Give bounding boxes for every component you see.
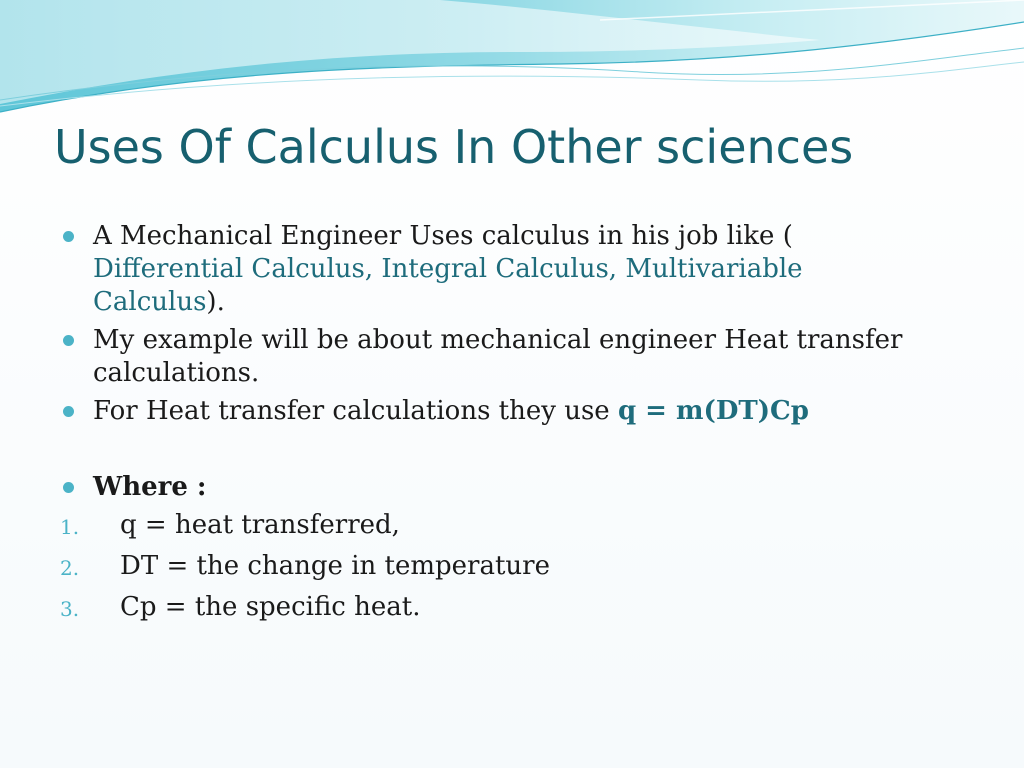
numbered-item bbox=[62, 591, 942, 624]
bullet-text: My example will be about mechanical engineer Heat transfer calculations. bbox=[93, 325, 903, 388]
slide-body bbox=[62, 220, 942, 632]
bullet-dot-icon bbox=[63, 335, 74, 346]
bullet-dot-icon bbox=[63, 406, 74, 417]
list-number: 3. bbox=[60, 597, 80, 621]
bullet-item bbox=[62, 471, 942, 504]
numbered-item bbox=[62, 550, 942, 583]
bullet-item bbox=[62, 395, 942, 428]
bullet-item bbox=[62, 324, 942, 390]
bullet-dot-icon bbox=[63, 482, 74, 493]
bullet-text-end: ). bbox=[206, 287, 225, 317]
bullet-item bbox=[62, 220, 942, 319]
bullet-text: For Heat transfer calculations they use bbox=[93, 396, 618, 426]
bullet-text: Where : bbox=[93, 472, 207, 502]
formula-text: q = m(DT)Cp bbox=[617, 396, 809, 426]
slide-title: Uses Of Calculus In Other sciences bbox=[54, 120, 854, 174]
bullet-text: A Mechanical Engineer Uses calculus in his job like ( bbox=[93, 221, 793, 251]
list-text: DT = the change in temperature bbox=[120, 551, 550, 581]
list-text: Cp = the specific heat. bbox=[120, 592, 421, 622]
bullet-accent-text: Differential Calculus, Integral Calculus, Multivariable Calculus bbox=[93, 254, 803, 317]
decorative-wave-header bbox=[0, 0, 1024, 130]
bullet-dot-icon bbox=[63, 231, 74, 242]
list-number: 2. bbox=[60, 556, 80, 580]
spacer bbox=[62, 433, 942, 471]
list-text: q = heat transferred, bbox=[120, 510, 400, 540]
list-number: 1. bbox=[60, 515, 80, 539]
numbered-item bbox=[62, 509, 942, 542]
